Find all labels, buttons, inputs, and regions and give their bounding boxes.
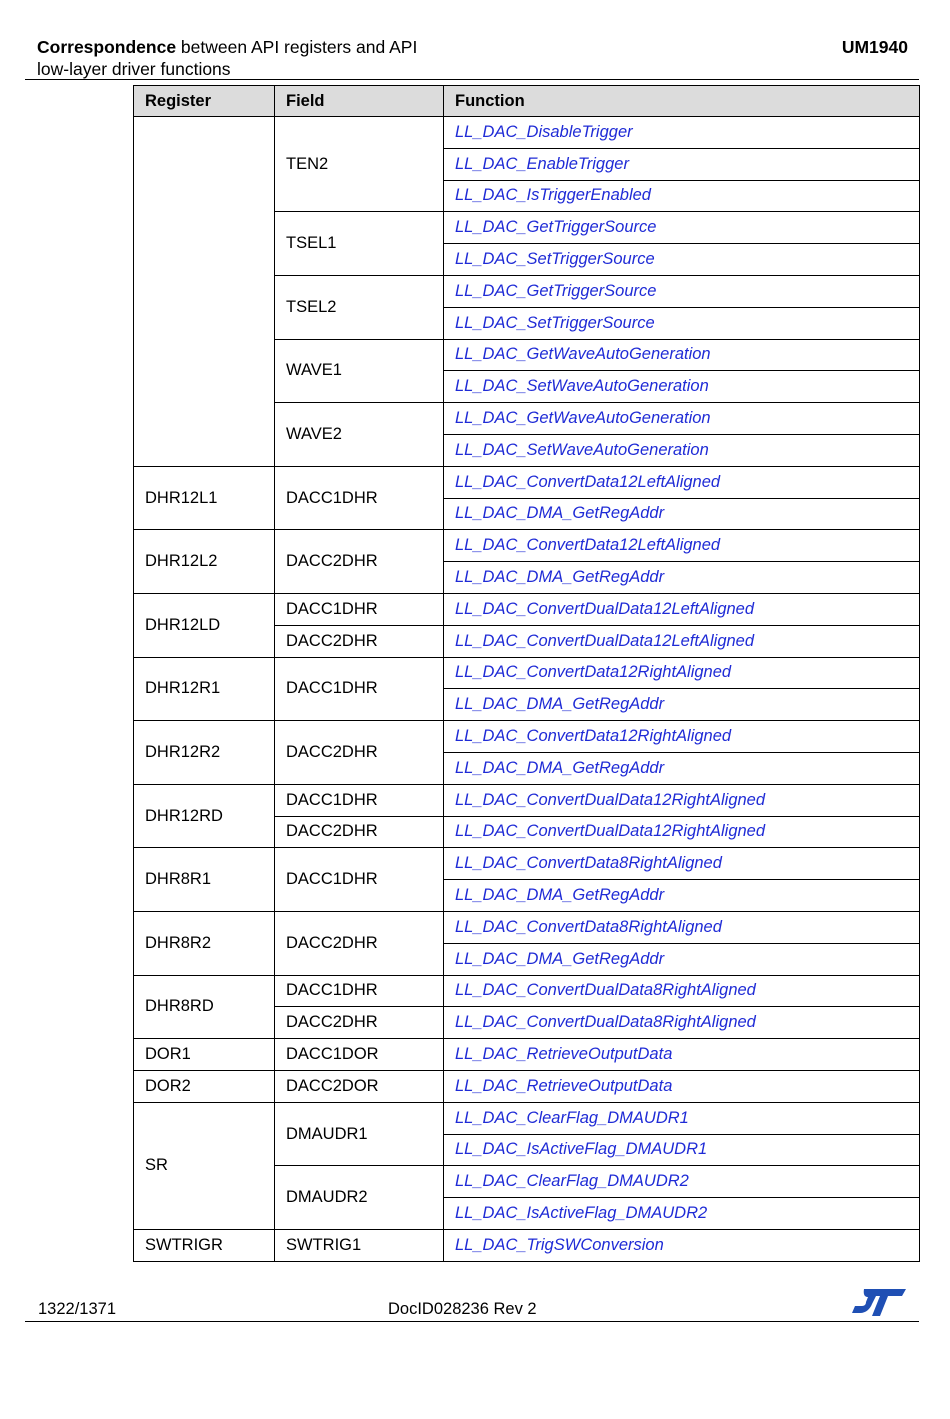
function-link[interactable]: LL_DAC_GetWaveAutoGeneration	[444, 403, 920, 435]
field-cell: DMAUDR1	[275, 1102, 444, 1166]
register-cell: DHR8R2	[134, 911, 275, 975]
table-body	[134, 117, 920, 1262]
field-cell: DMAUDR2	[275, 1166, 444, 1230]
footer-divider	[25, 1321, 919, 1322]
function-link[interactable]: LL_DAC_DMA_GetRegAddr	[444, 562, 920, 594]
register-cell: DHR12LD	[134, 593, 275, 657]
table-row	[134, 117, 920, 149]
function-link[interactable]: LL_DAC_IsTriggerEnabled	[444, 180, 920, 212]
st-logo-icon	[850, 1285, 908, 1321]
function-link[interactable]: LL_DAC_SetTriggerSource	[444, 244, 920, 276]
column-header-field: Field	[275, 86, 444, 117]
function-link[interactable]: LL_DAC_SetTriggerSource	[444, 307, 920, 339]
function-link[interactable]: LL_DAC_ConvertData8RightAligned	[444, 911, 920, 943]
register-cell: DHR12L2	[134, 530, 275, 594]
table-row	[134, 975, 920, 1007]
field-cell: DACC2DHR	[275, 721, 444, 785]
register-cell: DHR12R2	[134, 721, 275, 785]
field-cell: DACC1DOR	[275, 1039, 444, 1071]
function-link[interactable]: LL_DAC_ConvertDualData8RightAligned	[444, 975, 920, 1007]
function-link[interactable]: LL_DAC_ClearFlag_DMAUDR2	[444, 1166, 920, 1198]
function-link[interactable]: LL_DAC_ConvertDualData12RightAligned	[444, 784, 920, 816]
header-divider	[25, 79, 919, 80]
table-row	[134, 848, 920, 880]
field-cell: DACC2DOR	[275, 1070, 444, 1102]
function-link[interactable]: LL_DAC_ConvertData12RightAligned	[444, 657, 920, 689]
register-cell: DHR12RD	[134, 784, 275, 848]
register-cell	[134, 117, 275, 467]
register-cell: DOR1	[134, 1039, 275, 1071]
function-link[interactable]: LL_DAC_DMA_GetRegAddr	[444, 689, 920, 721]
header-title-bold: Correspondence	[37, 37, 177, 57]
function-link[interactable]: LL_DAC_ConvertDualData12RightAligned	[444, 816, 920, 848]
function-link[interactable]: LL_DAC_RetrieveOutputData	[444, 1039, 920, 1071]
function-link[interactable]: LL_DAC_GetTriggerSource	[444, 212, 920, 244]
register-cell: SR	[134, 1102, 275, 1229]
field-cell: DACC2DHR	[275, 816, 444, 848]
table-row	[134, 784, 920, 816]
function-link[interactable]: LL_DAC_IsActiveFlag_DMAUDR1	[444, 1134, 920, 1166]
function-link[interactable]: LL_DAC_ConvertData12RightAligned	[444, 721, 920, 753]
document-code: UM1940	[841, 37, 908, 57]
header-title-line2: low-layer driver functions	[37, 59, 231, 79]
field-cell: DACC2DHR	[275, 530, 444, 594]
table-row	[134, 466, 920, 498]
field-cell: TSEL2	[275, 275, 444, 339]
document-id: DocID028236 Rev 2	[388, 1300, 537, 1318]
function-link[interactable]: LL_DAC_SetWaveAutoGeneration	[444, 371, 920, 403]
function-link[interactable]: LL_DAC_ConvertDualData8RightAligned	[444, 1007, 920, 1039]
function-link[interactable]: LL_DAC_RetrieveOutputData	[444, 1070, 920, 1102]
function-link[interactable]: LL_DAC_DisableTrigger	[444, 117, 920, 149]
table-row	[134, 721, 920, 753]
function-link[interactable]: LL_DAC_SetWaveAutoGeneration	[444, 434, 920, 466]
function-link[interactable]: LL_DAC_ConvertData8RightAligned	[444, 848, 920, 880]
register-cell: DOR2	[134, 1070, 275, 1102]
field-cell: DACC1DHR	[275, 593, 444, 625]
function-link[interactable]: LL_DAC_ConvertData12LeftAligned	[444, 466, 920, 498]
register-cell: DHR8R1	[134, 848, 275, 912]
function-link[interactable]: LL_DAC_DMA_GetRegAddr	[444, 943, 920, 975]
field-cell: DACC2DHR	[275, 625, 444, 657]
field-cell: WAVE2	[275, 403, 444, 467]
page-number: 1322/1371	[38, 1300, 116, 1318]
function-link[interactable]: LL_DAC_ConvertDualData12LeftAligned	[444, 593, 920, 625]
table-row	[134, 1229, 920, 1261]
function-link[interactable]: LL_DAC_GetWaveAutoGeneration	[444, 339, 920, 371]
function-link[interactable]: LL_DAC_DMA_GetRegAddr	[444, 498, 920, 530]
function-link[interactable]: LL_DAC_EnableTrigger	[444, 148, 920, 180]
table-row	[134, 657, 920, 689]
register-cell: DHR8RD	[134, 975, 275, 1039]
field-cell: DACC2DHR	[275, 1007, 444, 1039]
table-row	[134, 593, 920, 625]
register-cell: DHR12R1	[134, 657, 275, 721]
field-cell: DACC1DHR	[275, 975, 444, 1007]
field-cell: DACC2DHR	[275, 911, 444, 975]
table-row	[134, 1102, 920, 1134]
field-cell: TEN2	[275, 117, 444, 212]
function-link[interactable]: LL_DAC_DMA_GetRegAddr	[444, 752, 920, 784]
function-link[interactable]: LL_DAC_IsActiveFlag_DMAUDR2	[444, 1198, 920, 1230]
field-cell: DACC1DHR	[275, 784, 444, 816]
table-row	[134, 1070, 920, 1102]
register-function-table	[133, 85, 920, 1262]
function-link[interactable]: LL_DAC_TrigSWConversion	[444, 1229, 920, 1261]
column-header-function: Function	[444, 86, 920, 117]
function-link[interactable]: LL_DAC_ClearFlag_DMAUDR1	[444, 1102, 920, 1134]
function-link[interactable]: LL_DAC_GetTriggerSource	[444, 275, 920, 307]
page-header-title	[37, 36, 417, 80]
function-link[interactable]: LL_DAC_DMA_GetRegAddr	[444, 880, 920, 912]
field-cell: TSEL1	[275, 212, 444, 276]
table-row	[134, 911, 920, 943]
table-row	[134, 530, 920, 562]
register-cell: SWTRIGR	[134, 1229, 275, 1261]
table-header-row	[134, 86, 920, 117]
register-cell: DHR12L1	[134, 466, 275, 530]
function-link[interactable]: LL_DAC_ConvertData12LeftAligned	[444, 530, 920, 562]
table-row	[134, 1039, 920, 1071]
column-header-register: Register	[134, 86, 275, 117]
function-link[interactable]: LL_DAC_ConvertDualData12LeftAligned	[444, 625, 920, 657]
header-title-rest: between API registers and API	[176, 37, 418, 57]
field-cell: DACC1DHR	[275, 466, 444, 530]
field-cell: DACC1DHR	[275, 657, 444, 721]
field-cell: DACC1DHR	[275, 848, 444, 912]
field-cell: WAVE1	[275, 339, 444, 403]
field-cell: SWTRIG1	[275, 1229, 444, 1261]
